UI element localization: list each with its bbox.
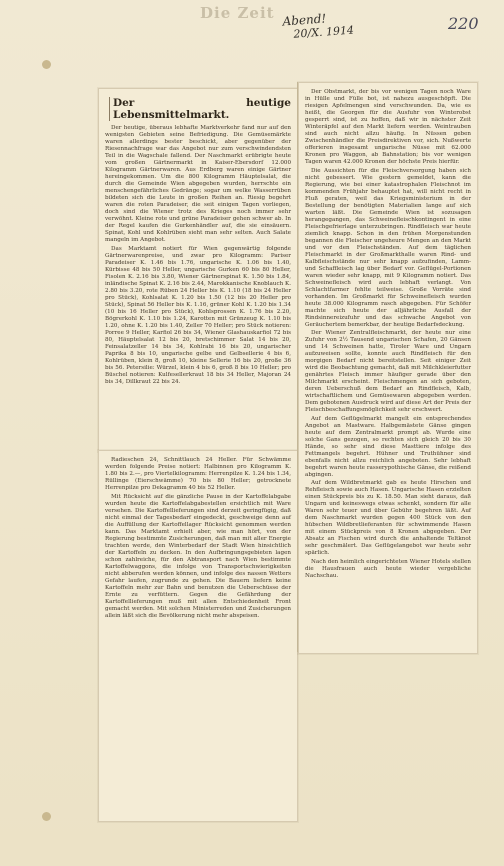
clipping-column-1 [98, 88, 298, 452]
paragraph: Die Aussichten für die Fleischversorgung haben sich nicht gebessert. Wie gestern gemeldet, kann die Regierung, wie bei einer katastrophalen Fleischnot im kommenden Frühjahr behauptet hat, will nicht recht in Fluß geraten, weil das Kriegsministerium in der Bestellung der benötigten Materialien lange auf sich warten läßt. Die Gemeinde Wien ist sozusagen herangegangen, das Schweinefleischkontingent in eine Fleischgefrierlage unterzubringen. Rindfleisch war heute ziemlich knapp. Schon in den frühen Morgenstunden begannen die Fleischer ungeheure Mengen an den Markt und vor den Fleischständen. Auf dem täglichen Fleischmarkt in der Großmarkthalle waren Rind- und Kalbfleischstände nur sehr knapp aufzufinden, Lamm- und Schaffleisch lag über Bedarf vor. Geflügel-Portionen waren wieder sehr knapp, mit 9 Kilogramm notiert. Das Schweinefleisch wird auch lebhaft verlangt. Von Schlachtfarmer fehlte teilweise. Große Vorräte sind vorhanden. Im Großmarkt für Schweinefleisch wurden heute 38.000 Kilogramm rasch abgegeben. Für Schöfer machte sich heute der alljährliche Ausfall der Rindsinnereizufuhr und das schwache Angebot von Geräuchertem bemerkbar, der heutige Bedarfsdeckung. [305, 167, 471, 328]
article-column-3 [299, 83, 477, 580]
paragraph: Der Wiener Zentralfleischmarkt, der heute nur eine Zufuhr von 2½ Tausend ungarischen Schafen, 20 Gänsen und 14 Schweinen hatte, Tiroler Ware und Ungarn aufzuweisen sollte, konnte auch Rindfleisch für den morgigen Bedarf nicht bereitstellen. Seit einiger Zeit wird die Beobachtung gemacht, daß mit Milchkleierfutter genährtes Fleisch immer häufiger gerade über den Milchmarkt erscheint. Fleischmengen an sich geboten, deren Ueberschuß dem Bedarf an Rindfleisch, Kalb, wirtschaftlichem und Gemüsewaren abgegeben werden. Dem gebotenen Ausdruck wird auf diese Art der Preis der Fleischbeschaffungsmöglichkeit sehr erschwert. [305, 330, 471, 413]
punch-hole [42, 60, 51, 69]
handwritten-page-number: 220 [448, 14, 479, 33]
paragraph: Mit Rücksicht auf die gänzliche Pause in der Kartoffelabgabe wurden heute die Kartoffelabgabestellen ersichtlich mit Ware versehen. Die Kartoffellieferungen sind derzeit geringfügig, daß nicht einmal der Tagesbedarf eingedeckt, geschweige denn auf die Auffüllung der Kartoffellager Rücksicht genommen werden kann. Das Marktamt erhielt aber, wie man hört, von der Regierung bestimmte Zusicherungen, daß man mit aller Energie trachten werde, den Winterbedarf der Stadt Wien hinsichtlich der Kartoffeln zu decken. In den Aufbringungsgebieten lagen schon zahlreiche, für den Abtransport nach Wien bestimmte Kartoffelwaggons, die infolge von Transportschwierigkeiten nicht abberufen werden können, und infolge des nassen Wetters Gefahr laufen, zugrunde zu gehen. Die Bauern liefern keine Kartoffeln mehr zur Bahn und benutzen die Ueberschüsse der Ernte zu verfüttern. Gegen die Gefährdung der Kartoffellieferungen muß mit allen Entschiedenheit Front gemacht werden. Mit solchen Ministerreden und Zusicherungen allein läßt sich die Bevölkerung nicht mehr abspeisen. [105, 493, 291, 619]
clipping-column-3 [298, 82, 478, 654]
paragraph: Der heutige, überaus lebhafte Marktverkehr fand nur auf den wenigsten Gebieten seine Befriedigung. Die Gemüsemärkte waren allerdings bester beschickt, aber gegenüber der Riesennachfrage war das Angebot nur zum verschwindendsten Teil in die Wagschale fallend. Der Naschmarkt erübrigte heute vom großen Gärtnermarkt in Kaiser-Ebersdorf 12.000 Kilogramm Gärtnerwaren. Aus Erdberg waren einige Gärtner hereingekommen. Um die 800 Kilogramm Häuptelsalat, die durch die Gemeinde Wien abgegeben wurden, herrschte ein menschengefährliches Gedränge; sogar um welke Wasserrüben bildeten sich die Leute in großen Reihen an. Riesig begehrt waren die roten Paradeiser, die seit einigen Tagen vorliegen, doch sind die Wiener trotz des Krieges noch immer sehr verwöhnt. Kleine rote und grüne Paradeiser gehen schwer ab. In der Regel kaufen die Gurkenhändler auf, die sie einsäuern. Spinat, Kohl und Kohlrüben sieht man sehr selten. Auch Salate mangeln im Angebot. [105, 125, 291, 243]
article-column-1 [99, 89, 297, 386]
paragraph: Radieschen 24, Schnittlauch 24 Heller. Für Schwämme werden folgende Preise notiert: Halbinnen pro Kilogramm K. 1.80 bis 2.—, pro Viertelkilogramm: Herrenpilze K. 1.24 bis 1.34, Rüllinge (Eierschwämme) 70 bis 80 Heller; getrocknete Herrenpilze pro Dekagramm 40 bis 52 Heller. [105, 457, 291, 491]
article-headline: Der heutige Lebensmittelmarkt. [109, 97, 291, 121]
punch-hole [42, 812, 51, 821]
handwritten-edition: Abend! [282, 11, 327, 29]
paragraph: Auf dem Wildbretmarkt gab es heute Hirschen und Rehfleisch sowie auch Hasen. Ungarische Hasen erzielten einen Stückpreis bis zu K. 18.50. Man sieht daraus, daß Ungarn und keineswegs etwas schenkt, sondern für alle Waren sehr teuer und über Gebühr begehren läßt. Auf dem Naschmarkt wurden gegen 400 Stück von den hübschen Wildbretlieferanten für schwimmende Hasen mit einem Stückpreis von 8 Kronen abgegeben. Der Absatz an Fischen wird durch die anhaltende Teltknot sehr geschmälert. Das Geflügelangebot war heute sehr spärlich. [305, 480, 471, 556]
paragraph: Das Marktamt notiert für Wien gegenwärtig folgende Gärtnerwarenpreise, und zwar pro Kilogramm: Pariser Paradeiser K. 1.46 bis 1.76, ungarische K. 1.06 bis 1.40, Kürbisse 48 bis 50 Heller, ungarische Gurken 60 bis 80 Heller, Fisolen K. 2.16 bis 3.80, Wiener Gärtnerspinat K. 1.50 bis 1.84, inländische Spinat K. 2.16 bis 2.44, Marokkanische Knoblauch K. 2.80 bis 3.20, rote Rüben 24 Heller bis K. 1.10 (18 bis 24 Heller pro Stück), Kohlsalat K. 1.20 bis 1.50 (12 bis 20 Heller pro Stück), Spinat 56 Heller bis K. 1.16, grüner Kohl K. 1.20 bis 1.34 (10 bis 16 Heller pro Stück), Kohlsprossen K. 1.76 bis 2.20, Bögrerkohl K. 1.10 bis 1.24, Karotten mit Grünzeug K. 1.10 bis 1.20, ohne K. 1.20 bis 1.40, Zeller 70 Heller; pro Stück notieren: Porree 9 Heller, Karfiol 26 bis 34, Wiener Glashauskarfiol 72 bis 80, Häuptelsalat 12 bis 20, bretschimmer Salat 14 bis 20, Feinsalatzeller 14 bis 34, Kohlrabi 16 bis 20, ungarischer Paprika 8 bis 10, ungarische gelbe und Gelbsellerie 4 bis 6, Kohlrüben, klein 8, groß 10, kleine Sellerie 16 bis 20, große 36 bis 56. Petersilie: Würzel, klein 4 bis 6, groß 8 bis 10 Heller; pro Büschel notieren: Kulfesellerkraut 18 bis 34 Heller, Majoran 24 bis 34, Dillkraut 22 bis 24. [105, 245, 291, 385]
article-column-2 [99, 451, 297, 620]
handwritten-date: 20/X. 1914 [293, 23, 355, 41]
paragraph: Auf dem Geflügelmarkt mangelt ein entsprechendes Angebot an Mastware. Halbgemästete Gänse gingen heute auf dem Zentralmarkt prompt ab. Wurde eine solche Gans gezogen, so rechten sich gleich 20 bis 30 Hände, so sehr sind diese Masttiere infolge des Fettmangels begehrt. Hühner und Truthühner sind ebenfalls nicht allzu reichlich angeboten. Sehr lebhaft begehrt waren heute rasserypothische Gänse, die reißend abgingen. [305, 415, 471, 478]
paragraph: Nach den heimlich eingerichteten Wiener Hotels stellen die Hausfrauen auch heute wieder vergebliche Nachschau. [305, 558, 471, 579]
paragraph: Der Obstmarkt, der bis vor wenigen Tagen noch Ware in Hülle und Fülle bot, ist nahezu ausgeschöpft. Die riesigen Apfelmengen sind verschwunden. Da, wie es heißt, die Georgen für die Ausfuhr von Winterobst gesperrt sind, ist zu hoffen, daß wir in nächster Zeit Winteräpfel auf den Markt liefern werden. Weintrauben sind auch nicht allzu häufig. In Nüssen geben Zwischenhändler die Preisdirektiven vor, sich. Nußwerte offerieren insgesamt ungarische Nüsse mit 62.000 Kronen pro Waggon, ab Bahnstation; bis vor wenigen Tagen waren 42.000 Kronen der höchste Preis hierfür. [305, 89, 471, 165]
handwritten-date-note [282, 10, 354, 42]
newspaper-name: Die Zeit [200, 4, 275, 22]
clipping-column-2 [98, 450, 298, 822]
